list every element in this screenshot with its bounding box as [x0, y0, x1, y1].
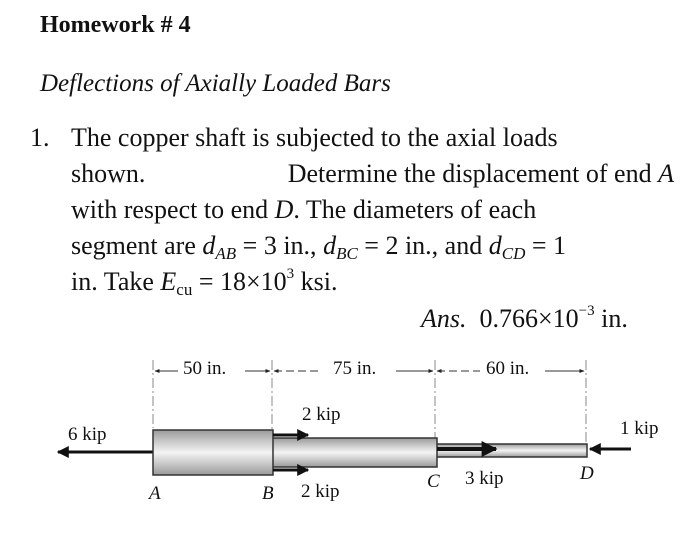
answer-unit: in.	[594, 304, 628, 333]
load-label-3kip: 3 kip	[465, 468, 504, 489]
dim-label-bc: 75 in.	[333, 358, 377, 379]
var-a: A	[658, 159, 674, 188]
d-bc-subscript: BC	[336, 244, 358, 263]
load-label-2kip-bottom: 2 kip	[301, 481, 340, 502]
problem-text: segment are	[71, 231, 203, 260]
problem-text: with respect to end	[71, 195, 269, 224]
dim-label-ab: 50 in.	[183, 358, 227, 379]
homework-title: Homework # 4	[40, 12, 191, 38]
d-ab-subscript: AB	[215, 244, 237, 263]
problem-text: . The diameters of each	[293, 195, 537, 224]
var-d: D	[274, 195, 294, 224]
problem-text: in. Take	[71, 267, 161, 296]
d-cd-value: = 1	[525, 231, 567, 260]
answer-exponent: −3	[578, 303, 595, 319]
d-cd-subscript: CD	[501, 244, 526, 263]
d-cd-symbol: d	[488, 231, 502, 260]
dim-label-cd: 60 in.	[486, 358, 530, 379]
problem-text: The copper shaft is subjected to the axial loads	[71, 123, 558, 152]
load-label-2kip-top: 2 kip	[302, 404, 341, 425]
d-bc-value: = 2 in., and	[357, 231, 489, 260]
answer-value: 0.766×10	[479, 304, 579, 333]
section-subtitle: Deflections of Axially Loaded Bars	[40, 70, 391, 97]
modulus-exponent: 3	[286, 266, 295, 282]
point-label-a: A	[149, 483, 161, 504]
load-label-1kip: 1 kip	[620, 418, 659, 439]
point-label-b: B	[262, 483, 274, 504]
problem-text: Determine the displacement of end	[287, 159, 652, 188]
problem-text: shown.	[71, 159, 146, 188]
d-bc-symbol: d	[323, 231, 337, 260]
segment-ab	[153, 430, 273, 475]
modulus-symbol: E	[160, 267, 177, 296]
modulus-subscript: cu	[176, 280, 193, 299]
point-label-d: D	[580, 463, 594, 484]
load-label-6kip: 6 kip	[68, 424, 107, 445]
d-ab-symbol: d	[202, 231, 216, 260]
point-label-c: C	[427, 471, 440, 492]
modulus-value: = 18×10	[192, 267, 287, 296]
modulus-unit: ksi.	[294, 267, 338, 296]
d-ab-value: = 3 in.,	[236, 231, 324, 260]
answer-label: Ans.	[421, 304, 467, 333]
segment-bc	[272, 438, 437, 467]
problem-number: 1.	[30, 123, 50, 152]
